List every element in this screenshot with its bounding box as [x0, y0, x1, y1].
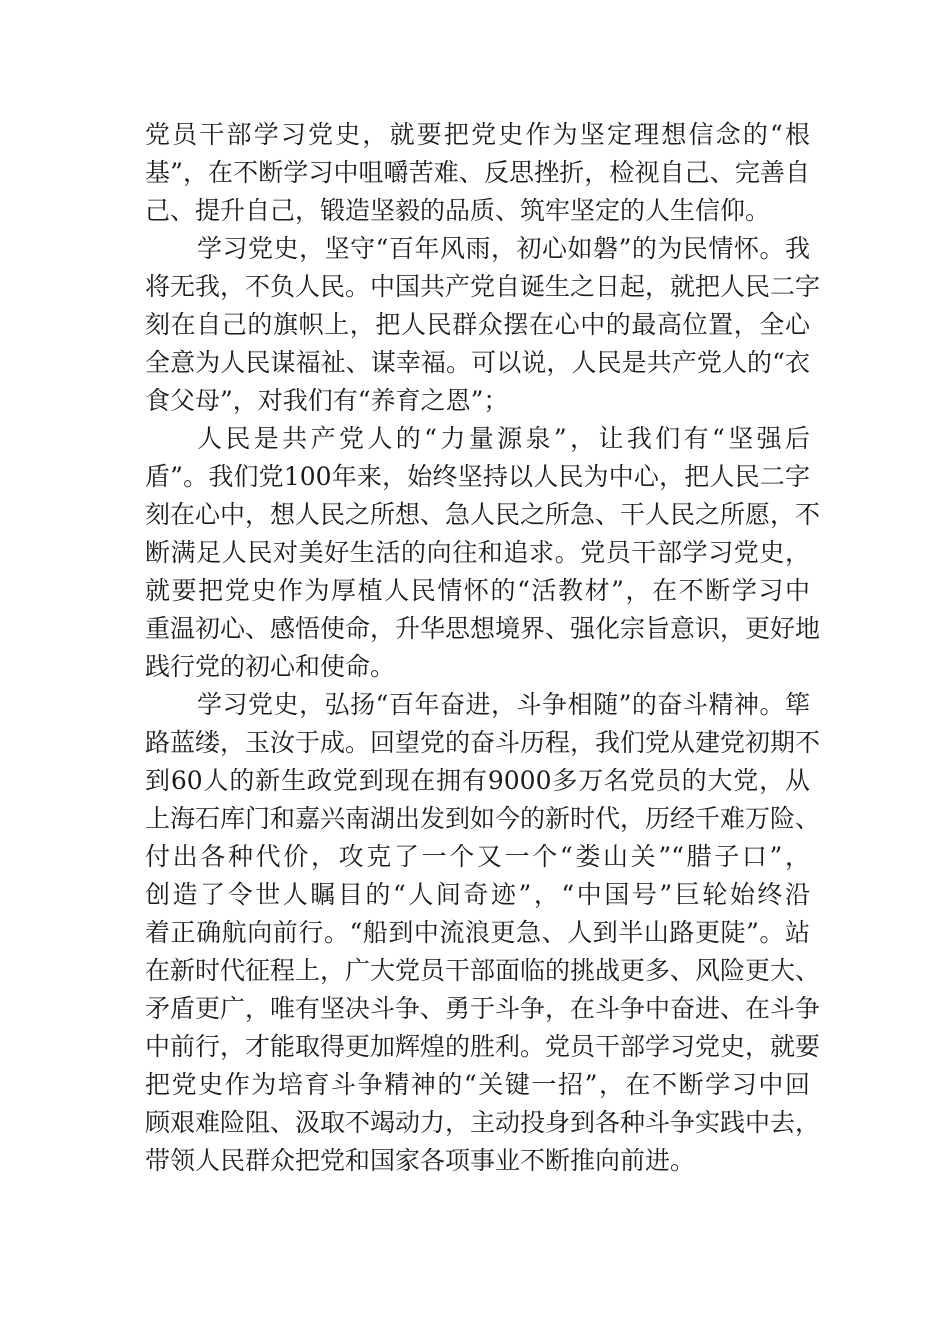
text-line: 中前行，才能取得更加辉煌的胜利。党员干部学习党史，就要 [145, 1032, 821, 1061]
text-line: 在新时代征程上，广大党员干部面临的挑战更多、风险更大、 [145, 956, 821, 985]
text-line: 学习党史，坚守“百年风雨，初心如磐”的为民情怀。我 [197, 234, 810, 263]
paragraph-1 [145, 116, 810, 230]
text-line: 把党史作为培育斗争精神的“关键一招”，在不断学习中回 [145, 1070, 810, 1099]
text-line: 矛盾更广，唯有坚决斗争、勇于斗争，在斗争中奋进、在斗争 [145, 994, 821, 1023]
text-line: 着正确航向前行。“船到中流浪更急、人到半山路更陡”。站 [145, 918, 810, 947]
text-line: 将无我，不负人民。中国共产党自诞生之日起，就把人民二字 [145, 272, 821, 301]
text-line: 党员干部学习党史，就要把党史作为坚定理想信念的“根 [145, 120, 810, 149]
text-line: 创造了令世人瞩目的“人间奇迹”，“中国号”巨轮始终沿 [145, 880, 810, 909]
text-line: 己、提升自己，锻造坚毅的品质、筑牢坚定的人生信仰。 [145, 196, 771, 225]
paragraph-2 [145, 230, 821, 420]
text-line: 路蓝缕，玉汝于成。回望党的奋斗历程，我们党从建党初期不 [145, 728, 821, 757]
text-line: 带领人民群众把党和国家各项事业不断推向前进。 [145, 1146, 696, 1175]
document-body [145, 116, 821, 1180]
text-line: 断满足人民对美好生活的向往和追求。党员干部学习党史， [145, 538, 810, 567]
text-line: 人民是共产党人的“力量源泉”，让我们有“坚强后 [197, 424, 810, 453]
text-line: 盾”。我们党100年来，始终坚持以人民为中心，把人民二字 [145, 462, 810, 491]
text-line: 刻在自己的旗帜上，把人民群众摆在心中的最高位置，全心 [145, 310, 810, 339]
text-line: 付出各种代价，攻克了一个又一个“娄山关”“腊子口”， [145, 842, 810, 871]
text-line: 食父母”，对我们有“养育之恩”； [145, 386, 509, 415]
text-line: 学习党史，弘扬“百年奋进，斗争相随”的奋斗精神。筚 [197, 690, 810, 719]
text-line: 上海石库门和嘉兴南湖出发到如今的新时代，历经千难万险、 [145, 804, 821, 833]
text-line: 基”，在不断学习中咀嚼苦难、反思挫折，检视自己、完善自 [145, 158, 810, 187]
text-line: 到60人的新生政党到现在拥有9000多万名党员的大党，从 [145, 766, 810, 795]
paragraph-4 [145, 686, 821, 1180]
text-line: 顾艰难险阻、汲取不竭动力，主动投身到各种斗争实践中去， [145, 1108, 821, 1137]
text-line: 就要把党史作为厚植人民情怀的“活教材”，在不断学习中 [145, 576, 810, 605]
text-line: 刻在心中，想人民之所想、急人民之所急、干人民之所愿，不 [145, 500, 821, 529]
paragraph-3 [145, 420, 821, 686]
text-line: 重温初心、感悟使命，升华思想境界、强化宗旨意识，更好地 [145, 614, 821, 643]
text-line: 全意为人民谋福祉、谋幸福。可以说，人民是共产党人的“衣 [145, 348, 810, 377]
text-line: 践行党的初心和使命。 [145, 652, 396, 681]
